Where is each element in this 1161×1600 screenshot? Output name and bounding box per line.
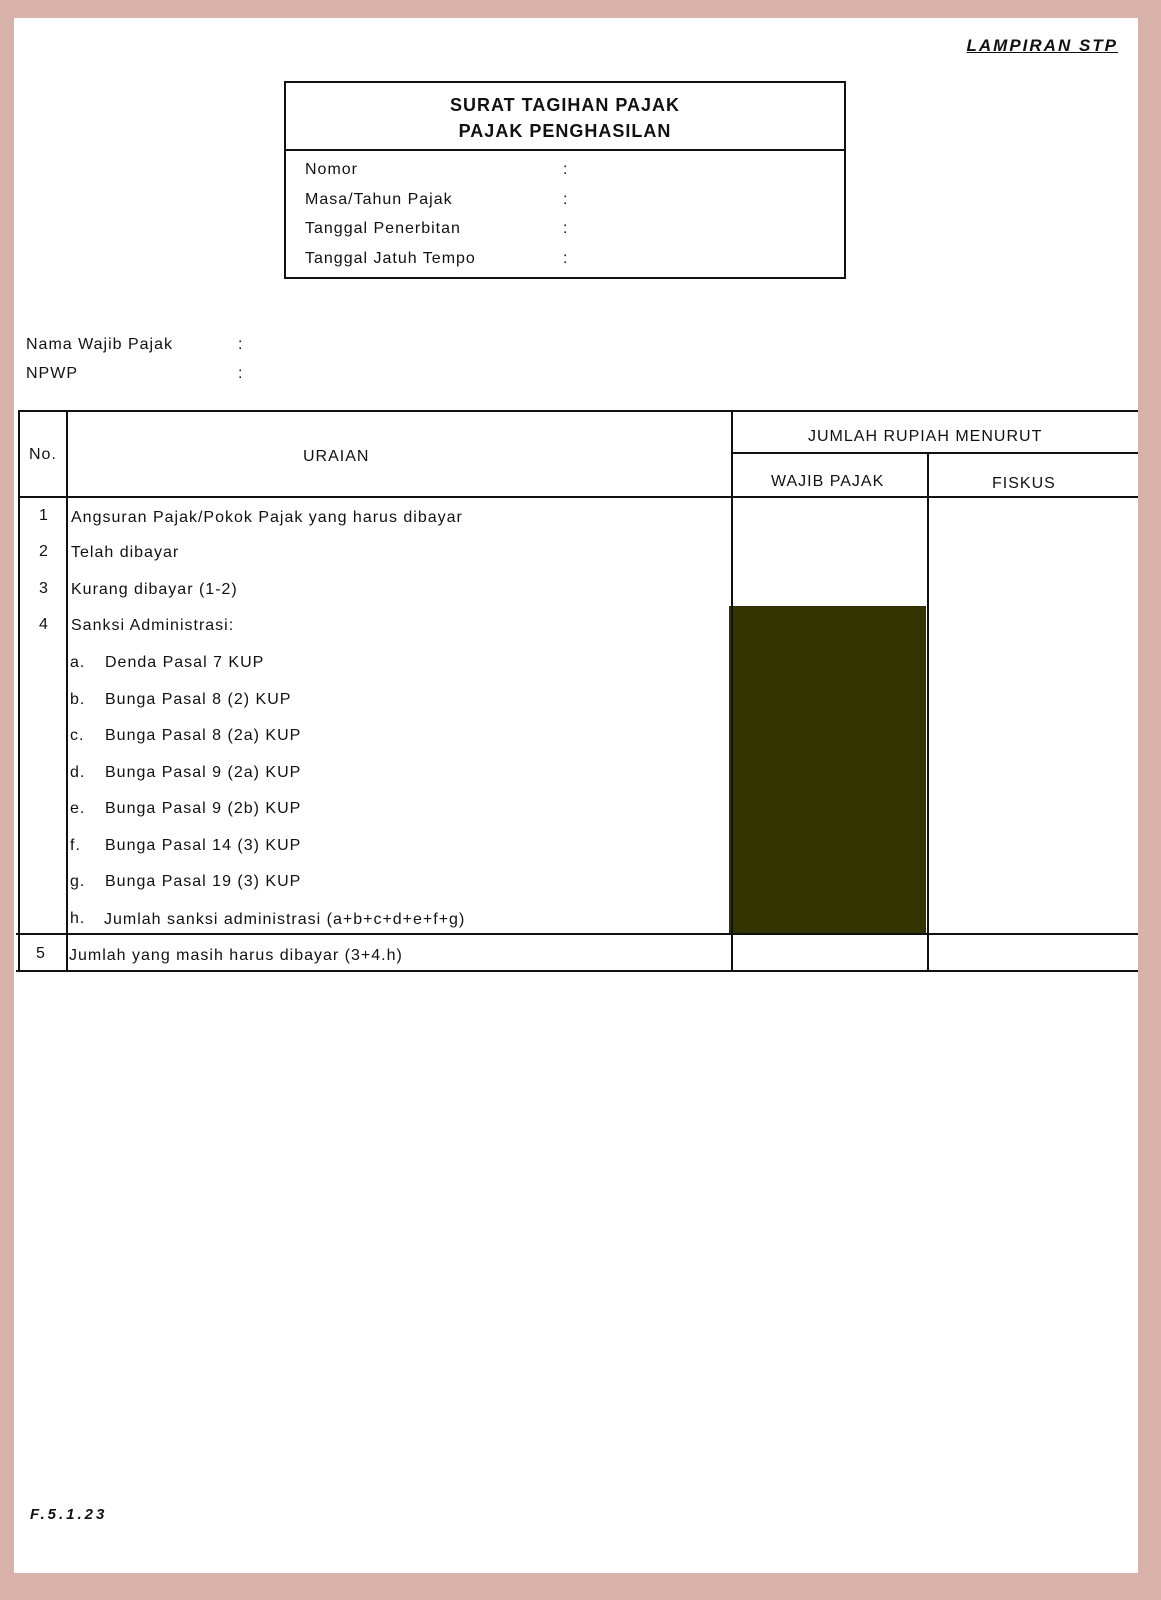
field-label: Masa/Tahun Pajak — [305, 190, 453, 208]
row-4g-sub: g. — [70, 873, 86, 890]
header-title — [286, 83, 844, 151]
row-2-no: 2 — [39, 543, 49, 560]
shaded-area — [729, 606, 926, 933]
field-colon: : — [563, 220, 569, 237]
field-colon: : — [238, 365, 244, 382]
form-sheet — [14, 18, 1138, 1573]
row-4h-sub: h. — [70, 910, 86, 927]
row-4a-sub: a. — [70, 654, 86, 671]
table-border-bottom — [16, 970, 1138, 972]
attachment-label: LAMPIRAN STP — [966, 36, 1118, 55]
header-jumlah: JUMLAH RUPIAH MENURUT — [808, 428, 1043, 445]
row-5-text: Jumlah yang masih harus dibayar (3+4.h) — [69, 947, 403, 964]
row-4-text: Sanksi Administrasi: — [71, 617, 235, 634]
title-line-1: SURAT TAGIHAN PAJAK — [450, 95, 680, 115]
form-code: F.5.1.23 — [30, 1506, 108, 1523]
field-label: Nomor — [305, 161, 359, 178]
row-5-no: 5 — [36, 945, 46, 962]
field-npwp — [26, 359, 244, 388]
field-label: Nama Wajib Pajak — [26, 336, 174, 353]
field-tanggal-penerbitan — [305, 214, 844, 244]
field-colon: : — [563, 190, 569, 208]
row-4h-text: Jumlah sanksi administrasi (a+b+c+d+e+f+g) — [104, 911, 466, 928]
col-divider-uraian — [731, 410, 733, 972]
row-4c-text: Bunga Pasal 8 (2a) KUP — [105, 727, 302, 744]
row-4d-text: Bunga Pasal 9 (2a) KUP — [105, 764, 302, 781]
row-1-text: Angsuran Pajak/Pokok Pajak yang harus dibayar — [71, 509, 463, 526]
row-4e-text: Bunga Pasal 9 (2b) KUP — [105, 800, 302, 817]
row-4b-text: Bunga Pasal 8 (2) KUP — [105, 691, 292, 708]
header-fields — [286, 151, 844, 273]
header-no: No. — [29, 446, 57, 463]
field-masa-tahun — [305, 185, 844, 215]
title-line-2: PAJAK PENGHASILAN — [458, 121, 672, 141]
header-subline — [732, 452, 1138, 454]
col-divider-no — [66, 410, 68, 972]
header-box — [284, 81, 846, 279]
header-wajib-pajak: WAJIB PAJAK — [771, 473, 885, 490]
col-divider-wajib — [927, 452, 929, 972]
row-4d-sub: d. — [70, 764, 86, 781]
field-nama-wajib-pajak — [26, 330, 244, 359]
row-3-text: Kurang dibayar (1-2) — [71, 581, 238, 598]
field-label: Tanggal Penerbitan — [305, 220, 461, 237]
field-colon: : — [238, 336, 244, 353]
row-4-no: 4 — [39, 616, 49, 633]
row-4e-sub: e. — [70, 800, 86, 817]
table-border-left — [18, 410, 20, 972]
row-4c-sub: c. — [70, 727, 85, 744]
tax-table — [16, 410, 1138, 990]
field-colon: : — [563, 249, 569, 267]
field-label: NPWP — [26, 365, 78, 382]
header-uraian: URAIAN — [303, 448, 370, 465]
table-border-top — [18, 410, 1138, 412]
row-4b-sub: b. — [70, 691, 86, 708]
total-top-line — [16, 933, 1138, 935]
row-2-text: Telah dibayar — [71, 544, 180, 561]
row-4g-text: Bunga Pasal 19 (3) KUP — [105, 873, 302, 890]
row-4f-sub: f. — [70, 837, 81, 854]
taxpayer-info — [26, 330, 244, 388]
header-fiskus: FISKUS — [992, 475, 1056, 492]
row-4a-text: Denda Pasal 7 KUP — [105, 654, 265, 671]
field-colon: : — [563, 161, 569, 178]
field-nomor — [305, 155, 844, 185]
row-3-no: 3 — [39, 580, 49, 597]
field-tanggal-jatuh-tempo — [305, 244, 844, 274]
row-1-no: 1 — [39, 507, 49, 524]
header-bottom-line — [18, 496, 1138, 498]
row-4f-text: Bunga Pasal 14 (3) KUP — [105, 837, 302, 854]
field-label: Tanggal Jatuh Tempo — [305, 249, 476, 267]
